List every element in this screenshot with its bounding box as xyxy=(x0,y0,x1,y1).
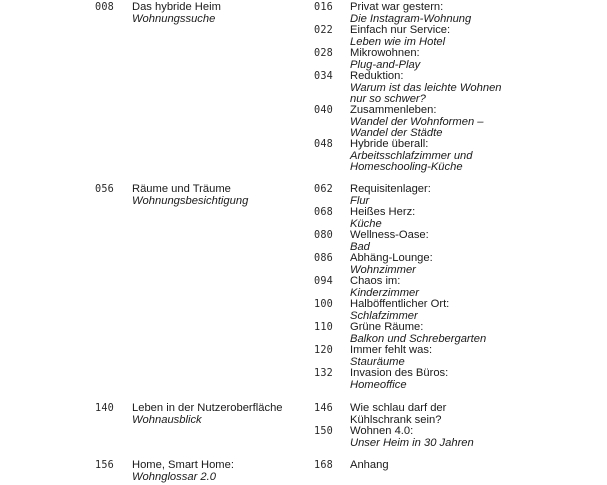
entry-subtitle: Bad xyxy=(350,240,370,253)
entry-page-number: 150 xyxy=(314,426,334,437)
subsection-list xyxy=(314,460,604,483)
entry-page-number: 028 xyxy=(314,48,334,59)
toc-entry[interactable] xyxy=(314,105,604,139)
entry-page-number: 034 xyxy=(314,71,334,82)
section-title-text: Leben in der Nutzeroberfläche xyxy=(132,402,283,414)
entry-subtitle: Schlafzimmer xyxy=(350,309,418,322)
entry-title: Grüne Räume: xyxy=(350,321,424,333)
entry-subtitle: Homeschooling-Küche xyxy=(350,161,463,173)
toc-entry[interactable] xyxy=(314,71,604,105)
entry-page-number: 120 xyxy=(314,345,334,356)
entry-subtitle: Stauräume xyxy=(350,355,405,368)
toc-entry[interactable] xyxy=(314,460,604,483)
entry-page-number: 100 xyxy=(314,299,334,310)
section-title-text: Räume und Träume xyxy=(132,183,231,195)
entry-subtitle: Küche xyxy=(350,217,382,230)
entry-subtitle: Unser Heim in 30 Jahren xyxy=(350,436,474,449)
toc-entry[interactable] xyxy=(314,426,604,449)
toc-entry[interactable] xyxy=(314,48,604,71)
entry-title-line2: Kühlschrank sein? xyxy=(350,413,442,426)
toc-entry[interactable] xyxy=(314,230,604,253)
entry-title: Anhang xyxy=(350,459,389,471)
section-title-text: Das hybride Heim xyxy=(132,1,221,13)
section-title[interactable] xyxy=(132,184,302,207)
toc-entry[interactable] xyxy=(314,403,604,426)
entry-title: Wohnen 4.0: xyxy=(350,425,414,437)
toc-entry[interactable] xyxy=(314,25,604,48)
toc-entry[interactable] xyxy=(314,322,604,345)
entry-page-number: 110 xyxy=(314,322,334,333)
toc-entry[interactable] xyxy=(314,345,604,368)
entry-title: Reduktion: xyxy=(350,70,404,82)
entry-title: Abhäng-Lounge: xyxy=(350,252,433,264)
section-title[interactable] xyxy=(132,403,312,426)
section-title[interactable] xyxy=(132,2,302,25)
entry-subtitle: Flur xyxy=(350,194,370,207)
section-page-number: 156 xyxy=(95,460,115,471)
entry-page-number: 080 xyxy=(314,230,334,241)
entry-title: Invasion des Büros: xyxy=(350,367,449,379)
entry-title: Wie schlau darf der xyxy=(350,402,447,414)
entry-subtitle: Arbeitsschlafzimmer und xyxy=(350,149,473,162)
entry-subtitle: Homeoffice xyxy=(350,378,407,391)
section-subtitle: Wohnungssuche xyxy=(132,12,216,25)
entry-title: Requisitenlager: xyxy=(350,183,431,195)
entry-title: Halböffentlicher Ort: xyxy=(350,298,450,310)
section-title[interactable] xyxy=(132,460,302,483)
toc-entry[interactable] xyxy=(314,299,604,322)
entry-page-number: 168 xyxy=(314,460,334,471)
entry-subtitle: Wohnzimmer xyxy=(350,263,416,276)
toc-entry[interactable] xyxy=(314,2,604,25)
toc-entry[interactable] xyxy=(314,368,604,391)
subsection-list xyxy=(314,2,604,173)
entry-subtitle: Leben wie im Hotel xyxy=(350,35,446,48)
section-title-text: Home, Smart Home: xyxy=(132,459,234,471)
subsection-list xyxy=(314,184,604,391)
entry-page-number: 086 xyxy=(314,253,334,264)
entry-title: Zusammenleben: xyxy=(350,104,437,116)
entry-title: Immer fehlt was: xyxy=(350,344,433,356)
entry-subtitle: Warum ist das leichte Wohnen xyxy=(350,81,502,94)
section-subtitle: Wohnausblick xyxy=(132,413,202,426)
toc-entry[interactable] xyxy=(314,253,604,276)
entry-subtitle: Plug-and-Play xyxy=(350,58,421,71)
section-page-number: 008 xyxy=(95,2,115,13)
toc-entry[interactable] xyxy=(314,276,604,299)
entry-subtitle: Balkon und Schrebergarten xyxy=(350,332,487,345)
section-page-number: 056 xyxy=(95,184,115,195)
subsection-list xyxy=(314,403,604,449)
entry-page-number: 048 xyxy=(314,139,334,150)
entry-page-number: 022 xyxy=(314,25,334,36)
section-page-number: 140 xyxy=(95,403,115,414)
entry-title: Chaos im: xyxy=(350,275,401,287)
section-subtitle: Wohnglossar 2.0 xyxy=(132,470,216,483)
entry-subtitle: Kinderzimmer xyxy=(350,286,420,299)
entry-subtitle: Wandel der Wohnformen – xyxy=(350,115,484,128)
entry-subtitle: nur so schwer? xyxy=(350,93,426,105)
entry-page-number: 094 xyxy=(314,276,334,287)
entry-title: Wellness-Oase: xyxy=(350,229,429,241)
toc-entry[interactable] xyxy=(314,207,604,230)
entry-page-number: 146 xyxy=(314,403,334,414)
entry-subtitle: Wandel der Städte xyxy=(350,127,443,139)
entry-title: Heißes Herz: xyxy=(350,206,416,218)
entry-page-number: 016 xyxy=(314,2,334,13)
entry-page-number: 132 xyxy=(314,368,334,379)
entry-page-number: 040 xyxy=(314,105,334,116)
entry-title: Hybride überall: xyxy=(350,138,429,150)
entry-title: Privat war gestern: xyxy=(350,1,444,13)
toc-entry[interactable] xyxy=(314,139,604,173)
toc-entry[interactable] xyxy=(314,184,604,207)
entry-title: Einfach nur Service: xyxy=(350,24,451,36)
entry-page-number: 068 xyxy=(314,207,334,218)
entry-title: Mikrowohnen: xyxy=(350,47,420,59)
entry-subtitle: Die Instagram-Wohnung xyxy=(350,12,472,25)
entry-page-number: 062 xyxy=(314,184,334,195)
section-subtitle: Wohnungsbesichtigung xyxy=(132,194,249,207)
